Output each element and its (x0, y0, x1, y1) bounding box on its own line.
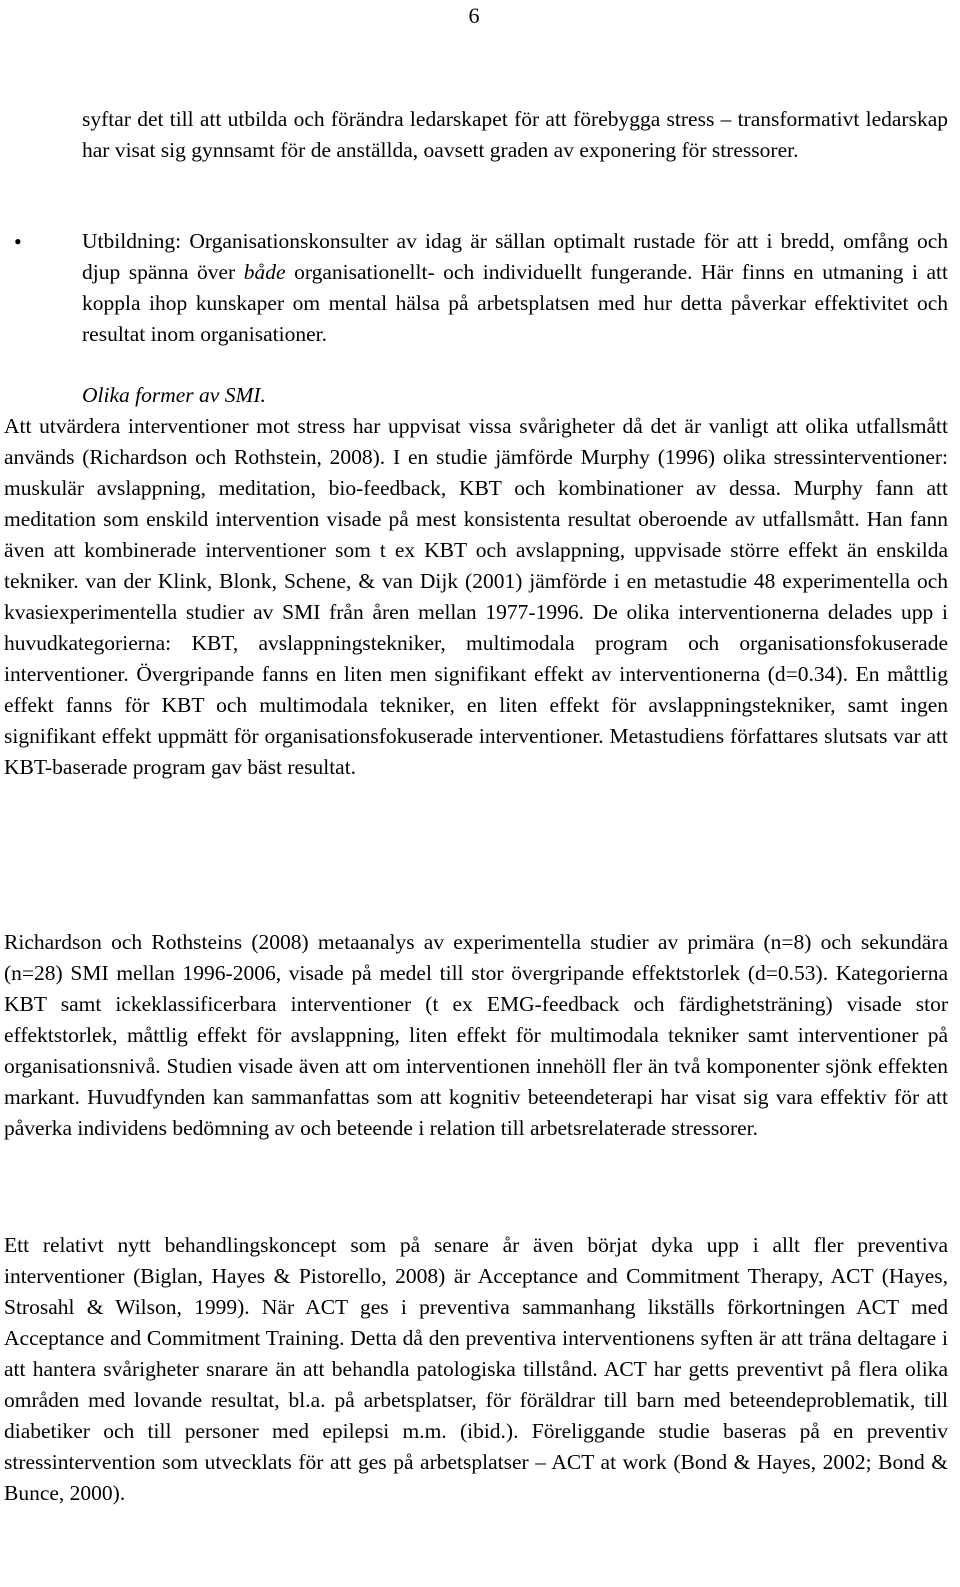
continued-bullet-text: syftar det till att utbilda och förändra ledarskapet för att förebygga stress – transformativt ledarskap har visat sig gynnsamt för de anställda, oavsett graden av exponering för stressorer. (82, 107, 948, 162)
bullet-icon: • (14, 229, 22, 254)
body-paragraph-2: Richardson och Rothsteins (2008) metaanalys av experimentella studier av primära (n=8) och sekundära (n=28) SMI mellan 1996-2006, visade på medel till stor övergripande effektstorlek (d=0.53). Kategorierna KBT samt ickeklassificerbara interventioner (t ex EMG-feedback och färdighetsträning) visade stor effektstorlek, måttlig effekt för avslappning, liten effekt för multimodala tekniker samt interventioner på organisationsnivå. Studien visade även att om interventionen innehöll fler än två komponenter sjönk effekten markant. Huvudfynden kan sammanfattas som att kognitiv beteendeterapi har visat sig vara effektiv för att påverka individens bedömning av och beteende i relation till arbetsrelaterade stressorer. (4, 930, 948, 1140)
section-heading: Olika former av SMI. (82, 383, 266, 407)
bullet-text-emphasis: både (243, 260, 286, 284)
bullet-text-end: organisationellt- och individuellt fungerande. Här finns en utmaning i att koppla ihop kunskaper om mental hälsa på arbetsplatsen med hur detta påverkar effektivitet och resultat inom organisationer. (82, 260, 948, 346)
bullet-list-item (14, 226, 948, 350)
body-paragraph-1: Att utvärdera interventioner mot stress har uppvisat vissa svårigheter då det är vanligt att olika utfallsmått används (Richardson och Rothstein, 2008). I en studie jämförde Murphy (1996) olika stressinterventioner: muskulär avslappning, meditation, bio-feedback, KBT och kombinationer av dessa. Murphy fann att meditation som enskild intervention visade på mest konsistenta resultat oberoende av utfallsmått. Han fann även att kombinerade interventioner som t ex KBT och avslappning, uppvisade större effekt än enskilda tekniker. van der Klink, Blonk, Schene, & van Dijk (2001) jämförde i en metastudie 48 experimentella och kvasiexperimentella studier av SMI från åren mellan 1977-1996. De olika interventionerna delades upp i huvudkategorierna: KBT, avslappningstekniker, multimodala program och organisationsfokuserade interventioner. Övergripande fanns en liten men signifikant effekt av interventionerna (d=0.34). En måttlig effekt fanns för KBT och multimodala tekniker, en liten effekt för avslappningstekniker, samt ingen signifikant effekt uppmätt för organisationsfokuserade interventioner. Metastudiens författares slutsats var att KBT-baserade program gav bäst resultat. (4, 414, 948, 779)
page-number: 6 (468, 3, 480, 28)
bullet-text-start: Utbildning: Organisationskonsulter av idag är sällan optimalt rustade för att i bredd, omfång och djup spänna över (82, 229, 948, 284)
body-paragraph-3: Ett relativt nytt behandlingskoncept som på senare år även börjat dyka upp i allt fler preventiva interventioner (Biglan, Hayes & Pistorello, 2008) är Acceptance and Commitment Therapy, ACT (Hayes, Strosahl & Wilson, 1999). När ACT ges i preventiva sammanhang likställs förkortningen ACT med Acceptance and Commitment Training. Detta då den preventiva interventionens syften är att träna deltagare i att hantera svårigheter snarare än att behandla patologiska tillstånd. ACT har getts preventivt på flera olika områden med lovande resultat, bl.a. på arbetsplatser, för föräldrar till barn med beteendeproblematik, till diabetiker och till personer med epilepsi m.m. (ibid.). Föreliggande studie baseras på en preventiv stressintervention som utvecklats för att ges på arbetsplatser – ACT at work (Bond & Hayes, 2002; Bond & Bunce, 2000). (4, 1233, 948, 1505)
